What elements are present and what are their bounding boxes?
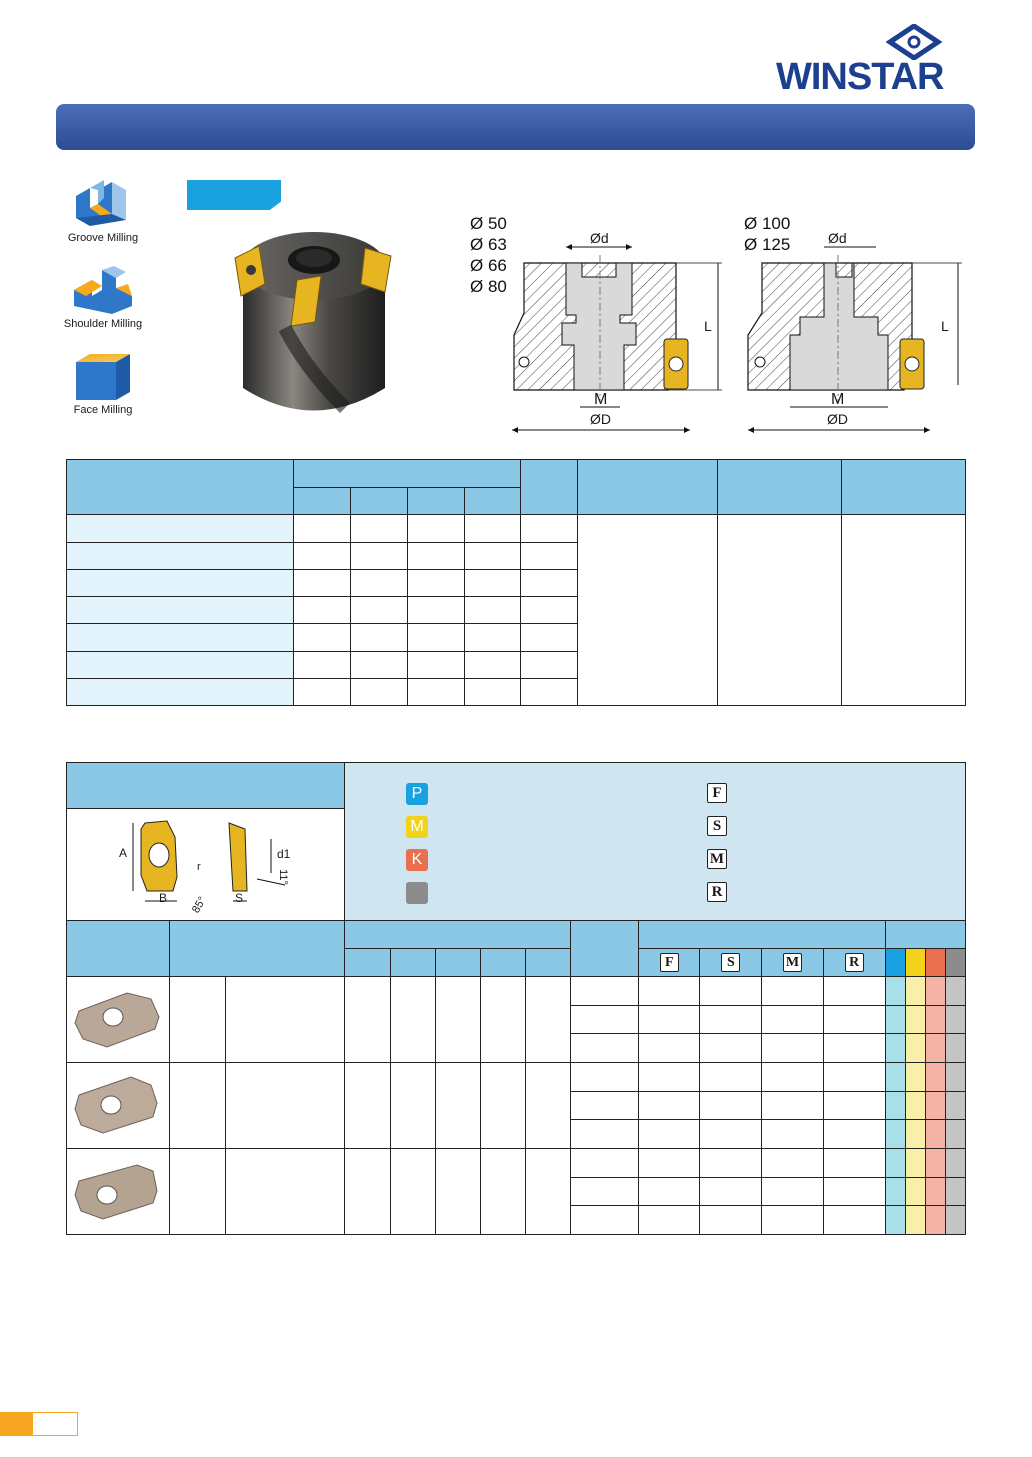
table-row: [67, 624, 294, 651]
chipbreaker-header: S: [721, 953, 740, 972]
dim-L-large: L: [941, 318, 949, 334]
insert-photo: [67, 1063, 167, 1143]
shoulder-milling-icon: [68, 266, 138, 316]
series-tag: [187, 180, 281, 210]
insert-diagram-cell: [67, 809, 345, 921]
dim-d-large: Ød: [828, 230, 847, 246]
groove-milling-item: [48, 178, 158, 244]
header-cell: [639, 921, 886, 949]
dia-label: Ø 80: [470, 277, 507, 296]
merged-cell: [578, 515, 718, 706]
header-cell: [350, 488, 407, 515]
cutter-spec-table: [66, 459, 966, 706]
col-chipbreaker-s: [700, 949, 762, 977]
shoulder-milling-item: [48, 266, 158, 330]
shoulder-milling-label: Shoulder Milling: [63, 318, 143, 330]
dia-label: Ø 63: [470, 235, 507, 254]
dim-S: S: [235, 891, 244, 905]
col-chipbreaker-r: [823, 949, 885, 977]
insert-geometry-diagram: [117, 817, 317, 917]
grade-header-m: [905, 949, 925, 977]
merged-cell: [718, 515, 842, 706]
logo-emblem-icon: [886, 24, 942, 60]
header-cell: [293, 460, 521, 488]
dim-B: B: [159, 891, 168, 905]
dia-label: Ø 125: [744, 235, 791, 254]
material-badge-p: P: [406, 783, 428, 805]
dim-r: r: [197, 861, 201, 873]
material-badge-n: [406, 882, 428, 904]
dim-L-small: L: [704, 318, 712, 334]
insert-photo-cell: [67, 977, 170, 1063]
chipbreaker-header: F: [660, 953, 679, 972]
header-cell: [885, 921, 965, 949]
title-bar: [56, 104, 975, 150]
material-badge-k: K: [406, 849, 428, 871]
material-badge-m: M: [406, 816, 428, 838]
table-row: [67, 597, 294, 624]
face-milling-label: Face Milling: [73, 404, 133, 416]
header-cell: [170, 921, 344, 977]
chipbreaker-m: M: [707, 849, 727, 869]
header-cell: [407, 488, 464, 515]
header-cell: [718, 460, 842, 515]
cutter-drawing-large: [738, 225, 968, 435]
dim-d-small: Ød: [590, 230, 609, 246]
dim-clearance: 11°: [276, 869, 289, 885]
winstar-logo: [776, 24, 976, 96]
col-chipbreaker-f: [639, 949, 700, 977]
dim-angle: 85°: [189, 894, 209, 916]
insert-table: [66, 920, 966, 1235]
header-cell: [293, 488, 350, 515]
groove-milling-icon: [68, 178, 138, 230]
insert-info-panel: [66, 762, 966, 922]
logo-wordmark: WINSTAR: [776, 56, 944, 98]
grade-header-k: [925, 949, 945, 977]
header-cell: [464, 488, 521, 515]
insert-photo-cell: [67, 1149, 170, 1235]
face-milling-item: [48, 352, 158, 416]
chipbreaker-f: F: [707, 783, 727, 803]
dim-M-small: M: [594, 391, 608, 408]
dim-d1: d1: [277, 847, 291, 861]
chipbreaker-r: R: [707, 882, 727, 902]
dim-A: A: [119, 846, 128, 860]
table-row: [67, 569, 294, 596]
header-cell: [521, 460, 578, 515]
header-cell: [344, 921, 570, 949]
header-cell: [571, 921, 639, 977]
table-row: [67, 542, 294, 569]
header-cell: [842, 460, 966, 515]
face-milling-icon: [68, 352, 138, 402]
insert-photo: [67, 977, 167, 1057]
page-tab: [0, 1412, 32, 1436]
header-cell: [67, 460, 294, 515]
table-row: [67, 678, 294, 705]
dia-label: Ø 100: [744, 214, 791, 233]
dia-label: Ø 66: [470, 256, 507, 275]
insert-title-cell: [67, 763, 345, 809]
chipbreaker-header: R: [845, 953, 864, 972]
grade-header-p: [885, 949, 905, 977]
table-row: [67, 515, 294, 542]
merged-cell: [842, 515, 966, 706]
dim-D-small: ØD: [590, 411, 611, 427]
chipbreaker-header: M: [783, 953, 802, 972]
face-mill-cutter-image: [225, 218, 400, 424]
header-cell: [578, 460, 718, 515]
dim-D-large: ØD: [827, 411, 848, 427]
groove-milling-label: Groove Milling: [67, 232, 139, 244]
dia-label: Ø 50: [470, 214, 507, 233]
chipbreaker-s: S: [707, 816, 727, 836]
insert-photo-cell: [67, 1063, 170, 1149]
dim-M-large: M: [831, 391, 845, 408]
insert-photo: [67, 1149, 167, 1229]
grade-header-n: [945, 949, 965, 977]
header-cell: [67, 921, 170, 977]
table-row: [67, 651, 294, 678]
col-chipbreaker-m: [762, 949, 823, 977]
page-number-box: [32, 1412, 78, 1436]
